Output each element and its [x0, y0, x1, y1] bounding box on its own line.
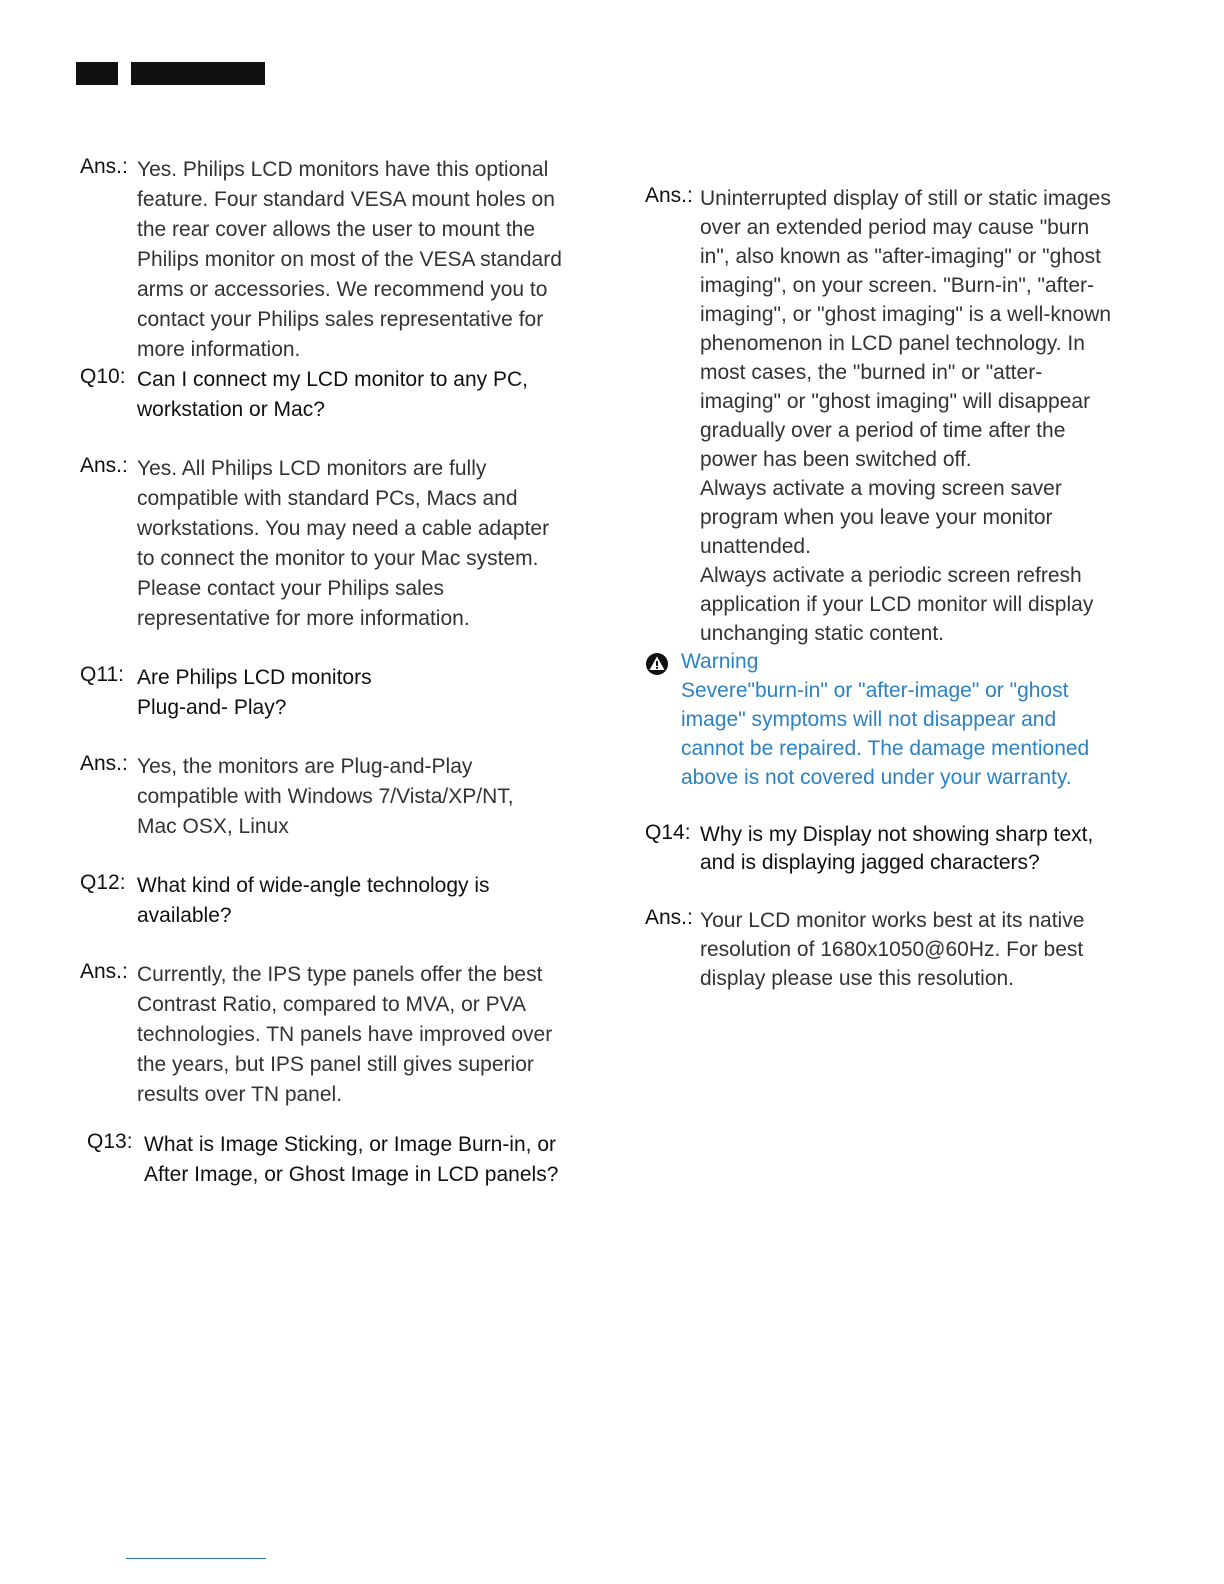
question-label: Q10: [80, 365, 126, 388]
answer-label: Ans.: [80, 155, 128, 178]
answer-q9 [80, 155, 570, 365]
answer-label: Ans.: [80, 752, 128, 775]
question-q11 [80, 663, 570, 723]
question-text: Can I connect my LCD monitor to any PC, workstation or Mac? [137, 368, 528, 421]
answer-label: Ans.: [645, 906, 693, 929]
warning-triangle-icon [645, 652, 669, 676]
question-label: Q14: [645, 821, 691, 844]
footer-rule [126, 1558, 266, 1559]
question-q13 [87, 1130, 570, 1190]
question-text: Are Philips LCD monitors Plug-and- Play? [137, 666, 372, 719]
answer-q12 [80, 960, 570, 1110]
answer-q14 [645, 906, 1115, 993]
question-label: Q12: [80, 871, 126, 894]
answer-label: Ans.: [80, 454, 128, 477]
left-column [80, 155, 570, 1190]
answer-paragraph-3: Always activate a periodic screen refresh application if your LCD monitor will display unchanging static content. [700, 564, 1094, 645]
header-block-right [131, 62, 265, 85]
question-q14 [645, 821, 1115, 877]
question-q10 [80, 365, 570, 425]
warning-text: Severe"burn-in" or "after-image" or "ghost image" symptoms will not disappear and cannot be repaired. The damage mentioned above is not covered under your warranty. [681, 679, 1090, 789]
answer-paragraph-1: Uninterrupted display of still or static images over an extended period may cause "burn in", also known as "after-imaging" or "ghost imaging", on your screen. "Burn-in", "after-imaging", or "ghost imaging" is a well-known phenomenon in LCD panel technology. In most cases, the "burned in" or "atter-imaging" or "ghost imaging" will disappear gradually over a period of time after the power has been switched off. [700, 187, 1112, 471]
question-text: What kind of wide-angle technology is available? [137, 874, 490, 927]
answer-q13 [645, 184, 1115, 648]
header-block-left [76, 62, 118, 85]
warning-title: Warning [681, 650, 759, 673]
answer-label: Ans.: [645, 184, 693, 207]
question-label: Q11: [80, 663, 124, 686]
question-text: What is Image Sticking, or Image Burn-in, or After Image, or Ghost Image in LCD panels? [144, 1133, 559, 1186]
answer-text: Yes. All Philips LCD monitors are fully compatible with standard PCs, Macs and workstations. You may need a cable adapter to connect the monitor to your Mac system. Please contact your Philips sales representative for more information. [137, 457, 550, 630]
question-q12 [80, 871, 570, 931]
answer-q10 [80, 454, 570, 634]
answer-text: Yes, the monitors are Plug-and-Play compatible with Windows 7/Vista/XP/NT, Mac OSX, Linux [137, 755, 514, 838]
warning-box [645, 648, 1115, 792]
answer-q11 [80, 752, 570, 842]
answer-text: Yes. Philips LCD monitors have this optional feature. Four standard VESA mount holes on the rear cover allows the user to mount the Philips monitor on most of the VESA standard arms or accessories. We recommend you to contact your Philips sales representative for more information. [137, 158, 562, 361]
answer-label: Ans.: [80, 960, 128, 983]
question-label: Q13: [87, 1130, 133, 1153]
question-text: Why is my Display not showing sharp text, and is displaying jagged characters? [700, 823, 1094, 874]
answer-text: Currently, the IPS type panels offer the best Contrast Ratio, compared to MVA, or PVA technologies. TN panels have improved over the years, but IPS panel still gives superior results over TN panel. [137, 963, 553, 1106]
right-column [645, 184, 1115, 993]
answer-paragraph-2: Always activate a moving screen saver program when you leave your monitor unattended. [700, 477, 1062, 558]
answer-text: Your LCD monitor works best at its native resolution of 1680x1050@60Hz. For best display please use this resolution. [700, 909, 1085, 990]
